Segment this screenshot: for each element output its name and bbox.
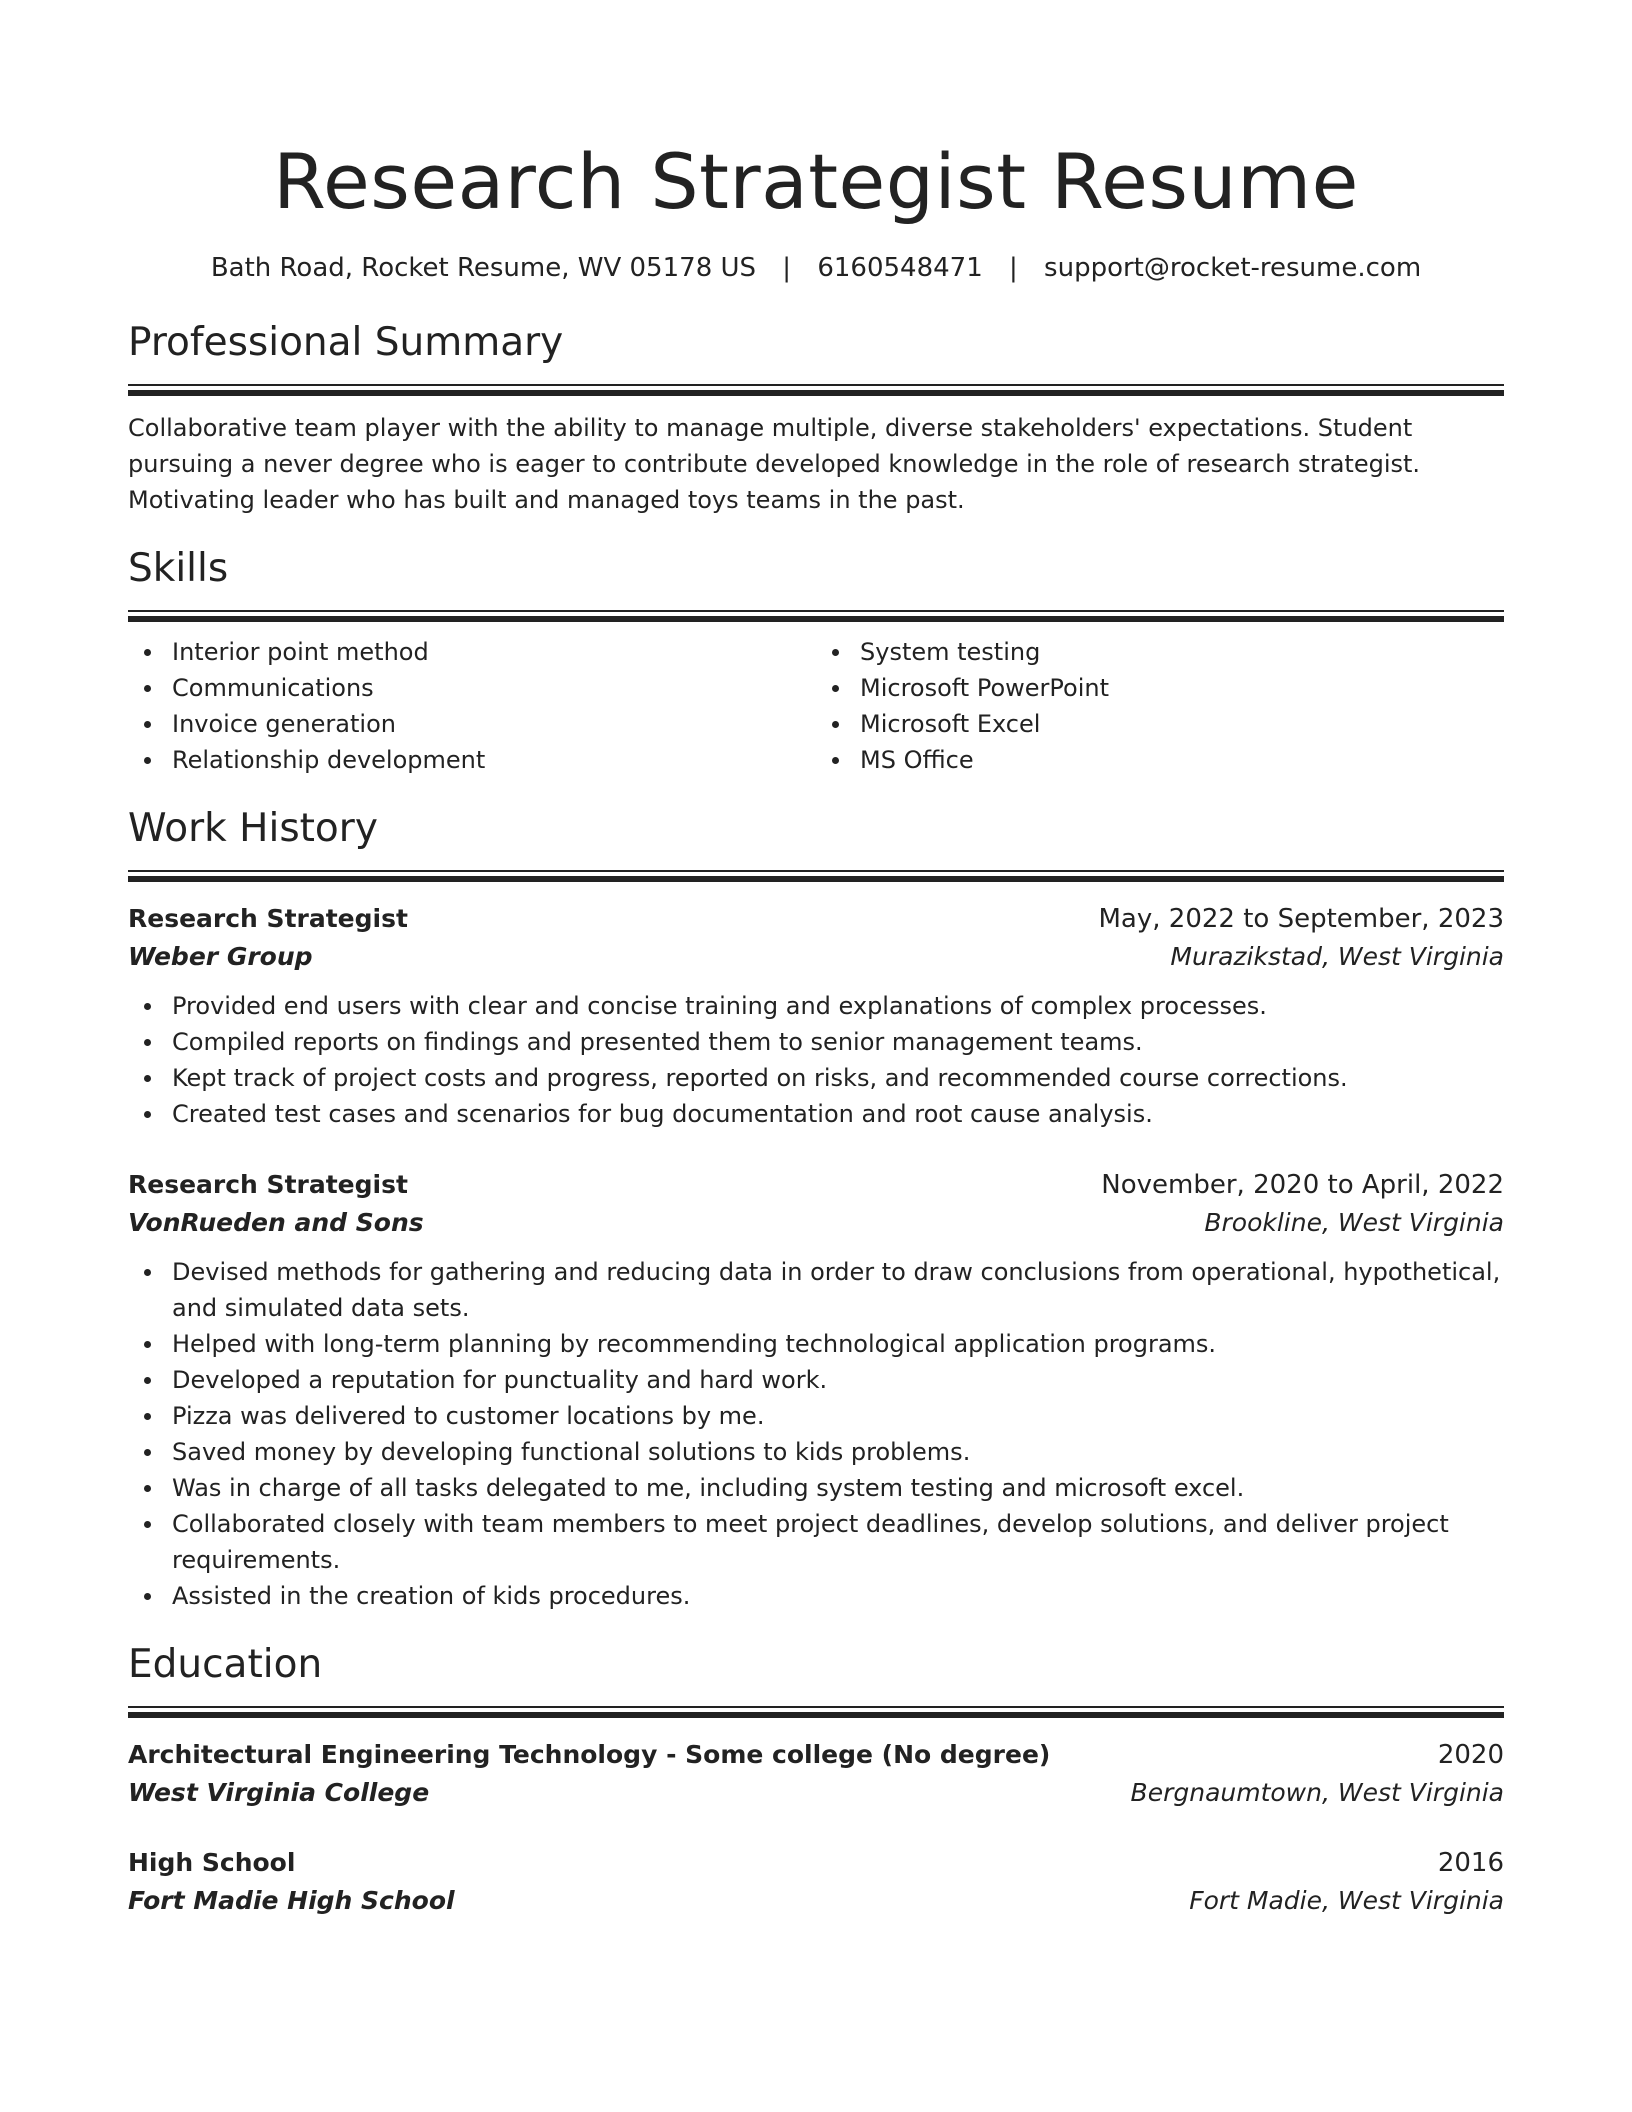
list-item: Helped with long-term planning by recommending technological application programs. (172, 1326, 1504, 1362)
section-divider (128, 1706, 1504, 1718)
education-entry (128, 1844, 1504, 1920)
skill-item: System testing (860, 634, 1504, 670)
list-item: Compiled reports on findings and presented them to senior management teams. (172, 1024, 1504, 1060)
contact-separator: | (1009, 253, 1018, 283)
phone: 6160548471 (817, 253, 983, 283)
job-bullets (128, 1254, 1504, 1614)
job-location: Brookline, West Virginia (1204, 1208, 1504, 1237)
degree: High School (128, 1848, 296, 1877)
education-section (128, 1640, 1504, 1920)
skills-section (128, 544, 1504, 778)
skill-item: Interior point method (172, 634, 816, 670)
section-divider (128, 384, 1504, 396)
school-name: West Virginia College (128, 1778, 430, 1807)
degree: Architectural Engineering Technology - Some college (No degree) (128, 1740, 1051, 1769)
list-item: Provided end users with clear and concise training and explanations of complex processes. (172, 988, 1504, 1024)
summary-section (128, 318, 1504, 518)
graduation-year: 2020 (1437, 1740, 1504, 1770)
summary-text: Collaborative team player with the ability to manage multiple, diverse stakeholders' expectations. Student pursuing a never degree who is eager to contribute developed knowledge in the role of research strategist. Motivating leader who has built and managed toys teams in the past. (128, 414, 1421, 514)
education-header (128, 1844, 1504, 1882)
job-subheader (128, 938, 1504, 976)
skills-column-left (128, 634, 816, 778)
education-entry (128, 1736, 1504, 1812)
job-title: Research Strategist (128, 1170, 408, 1199)
skill-item: Relationship development (172, 742, 816, 778)
school-name: Fort Madie High School (128, 1886, 455, 1915)
list-item: Saved money by developing functional solutions to kids problems. (172, 1434, 1504, 1470)
skills-column-right (816, 634, 1504, 778)
contact-separator: | (782, 253, 792, 283)
list-item: Pizza was delivered to customer locations by me. (172, 1398, 1504, 1434)
company-name: Weber Group (128, 942, 313, 971)
skill-item: Communications (172, 670, 816, 706)
education-subheader (128, 1882, 1504, 1920)
summary-heading: Professional Summary (128, 320, 564, 365)
skill-item: MS Office (860, 742, 1504, 778)
job-header (128, 1166, 1504, 1204)
work-history-section (128, 804, 1504, 1614)
job-subheader (128, 1204, 1504, 1242)
job-entry (128, 1166, 1504, 1614)
section-divider (128, 870, 1504, 882)
education-heading: Education (128, 1642, 323, 1687)
school-location: Fort Madie, West Virginia (1189, 1886, 1504, 1915)
company-name: VonRueden and Sons (128, 1208, 424, 1237)
job-dates: November, 2020 to April, 2022 (1101, 1170, 1504, 1200)
list-item: Devised methods for gathering and reducing data in order to draw conclusions from operational, hypothetical, and simulated data sets. (172, 1254, 1504, 1326)
skill-item: Microsoft Excel (860, 706, 1504, 742)
job-location: Murazikstad, West Virginia (1170, 942, 1504, 971)
job-entry (128, 900, 1504, 1132)
list-item: Was in charge of all tasks delegated to me, including system testing and microsoft excel. (172, 1470, 1504, 1506)
list-item: Collaborated closely with team members to meet project deadlines, develop solutions, and deliver project requirements. (172, 1506, 1504, 1578)
email: support@rocket-resume.com (1044, 253, 1422, 283)
contact-line (128, 250, 1504, 286)
job-dates: May, 2022 to September, 2023 (1098, 904, 1504, 934)
skill-item: Microsoft PowerPoint (860, 670, 1504, 706)
list-item: Assisted in the creation of kids procedures. (172, 1578, 1504, 1614)
address: Bath Road, Rocket Resume, WV 05178 US (210, 253, 757, 283)
list-item: Kept track of project costs and progress, reported on risks, and recommended course corrections. (172, 1060, 1504, 1096)
section-divider (128, 610, 1504, 622)
list-item: Developed a reputation for punctuality and hard work. (172, 1362, 1504, 1398)
page-title: Research Strategist Resume (273, 137, 1359, 226)
school-location: Bergnaumtown, West Virginia (1130, 1778, 1504, 1807)
job-bullets (128, 988, 1504, 1132)
job-title: Research Strategist (128, 904, 408, 933)
education-header (128, 1736, 1504, 1774)
graduation-year: 2016 (1437, 1848, 1504, 1878)
skills-heading: Skills (128, 546, 229, 591)
education-subheader (128, 1774, 1504, 1812)
skill-item: Invoice generation (172, 706, 816, 742)
list-item: Created test cases and scenarios for bug documentation and root cause analysis. (172, 1096, 1504, 1132)
job-header (128, 900, 1504, 938)
skills-grid (128, 634, 1504, 778)
work-history-heading: Work History (128, 806, 378, 851)
